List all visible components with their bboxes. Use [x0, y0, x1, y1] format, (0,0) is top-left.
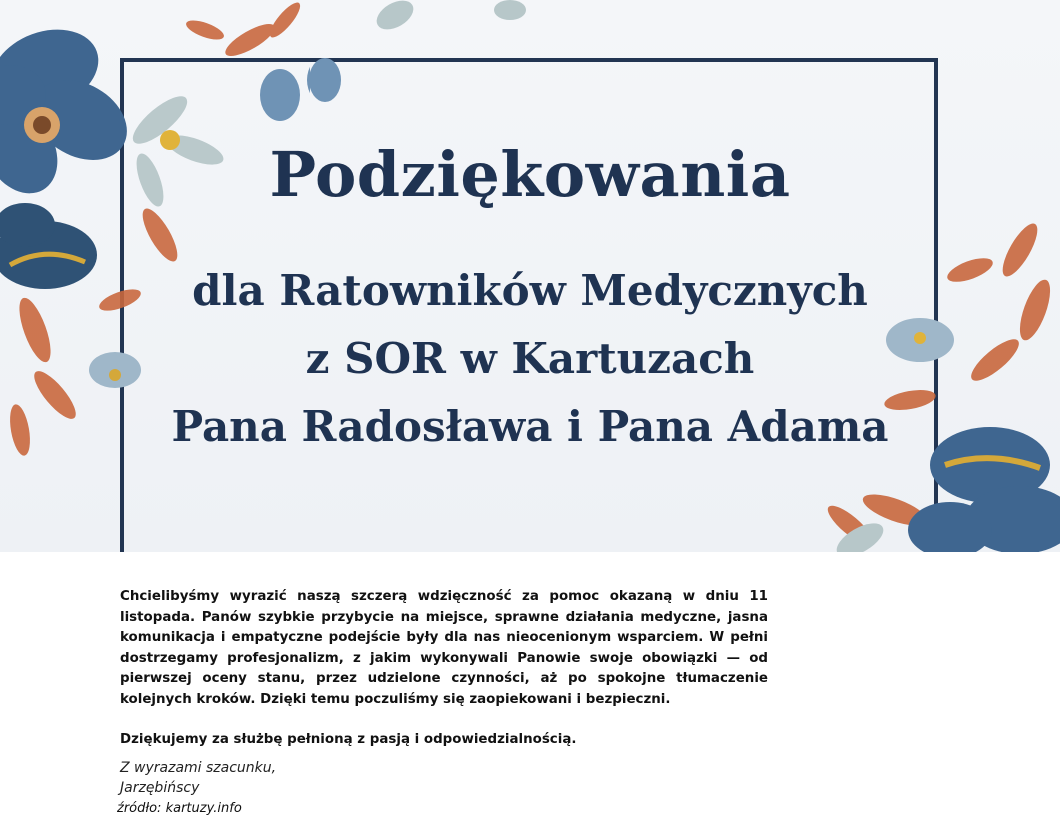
banner-line-recipients: dla Ratowników Medycznych [192, 266, 868, 315]
floral-decoration-top-center [300, 0, 540, 130]
banner-line-names: Pana Radosława i Pana Adama [171, 402, 889, 451]
letter-paragraph: Chcielibyśmy wyrazić naszą szczerą wdzięczność za pomoc okazaną w dniu 11 listopada. Panów szybkie przybycie na miejsce, sprawne działania medyczne, jasna komunikacja i empatyczne podejście były dla nas nieocenionym wsparciem. W pełni dostrzegamy profesjonalizm, z jakim wykonywali Panowie swoje obowiązki — od pierwszej oceny stanu, przez udzielone czynności, aż po spokojne tłumaczenie kolejnych kroków. Dzięki temu poczuliśmy się zaopiekowani i bezpieczni. [120, 589, 768, 707]
letter-signature-block [120, 758, 276, 798]
source-attribution: źródło: kartuzy.info [117, 801, 242, 816]
banner-title: Podziękowania [269, 138, 791, 211]
letter-body [120, 587, 768, 747]
banner-line-location: z SOR w Kartuzach [305, 334, 755, 383]
floral-decoration-top-left [0, 0, 310, 470]
letter-thanks: Dziękujemy za służbę pełnioną z pasją i odpowiedzialnością. [120, 731, 577, 747]
letter-signature: Jarzębińscy [120, 780, 200, 796]
letter-closing: Z wyrazami szacunku, [120, 760, 277, 776]
